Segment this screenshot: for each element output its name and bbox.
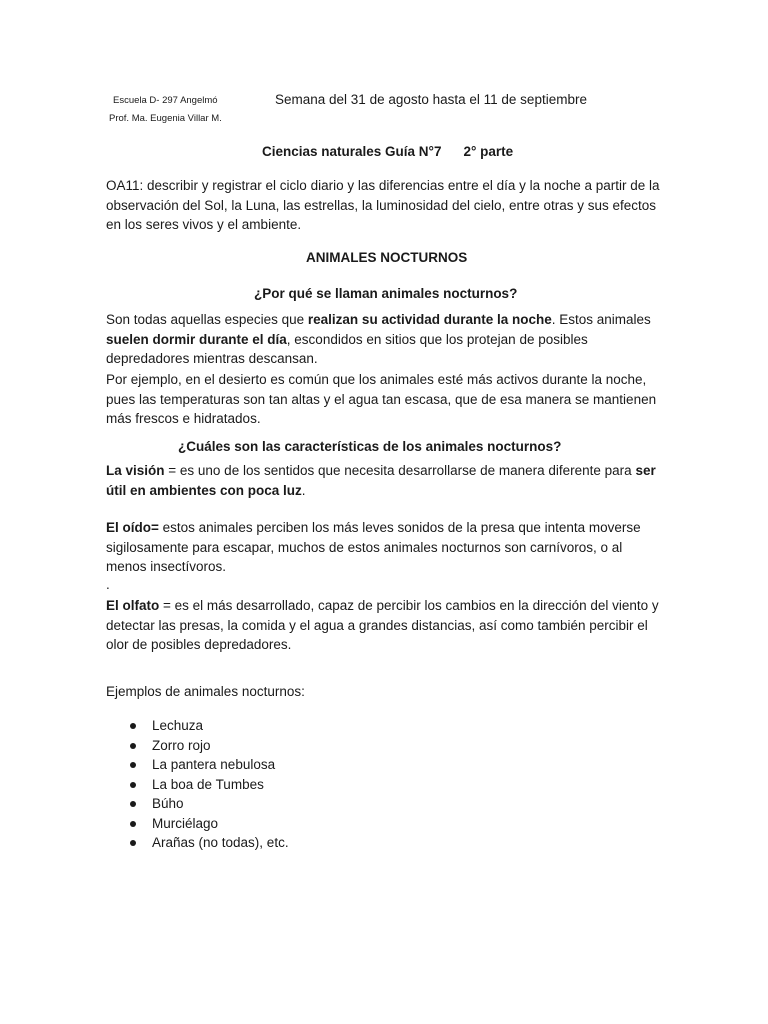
example-label: La pantera nebulosa [152,757,276,772]
bullet-icon [130,723,136,729]
examples-list [130,716,289,853]
trait-smell [106,596,666,655]
list-item [130,716,289,736]
bullet-icon [130,743,136,749]
list-item [130,755,289,775]
list-item [130,775,289,795]
trait-smell-text: = es el más desarrollado, capaz de percibir los cambios en la dirección del viento y detectar las presas, la comida y el agua a grandes distancias, así como también percibir el olor de posibles depredadores. [106,598,659,652]
guide-title-text: Ciencias naturales Guía N°7 [262,144,442,159]
trait-hearing [106,518,666,577]
stray-dot: . [106,577,110,592]
example-label: La boa de Tumbes [152,776,264,792]
examples-title: Ejemplos de animales nocturnos: [106,684,305,699]
example-label: Búho [152,796,184,811]
week-range: Semana del 31 de agosto hasta el 11 de septiembre [275,92,587,107]
trait-vision [106,461,666,500]
guide-title [262,144,513,159]
definition-bold-1: realizan su actividad durante la noche [307,312,552,327]
list-item [130,736,289,756]
section-title: ANIMALES NOCTURNOS [306,250,468,265]
bullet-icon [130,821,136,827]
trait-hearing-label: El oído= [106,520,159,535]
school-name: Escuela D- 297 Angelmó [113,95,218,106]
paragraph-definition [106,310,666,369]
trait-hearing-text: estos animales perciben los más leves sonidos de la presa que intenta moverse sigilosamente para escapar, muchos de estos animales nocturnos son carnívoros, o al menos insectívoros. [106,520,641,574]
definition-bold-2: suelen dormir durante el día [106,331,287,347]
teacher-name: Prof. Ma. Eugenia Villar M. [109,113,222,124]
trait-smell-label: El olfato [106,598,160,613]
bullet-icon [130,762,136,768]
question-characteristics: ¿Cuáles son las características de los animales nocturnos? [178,439,562,454]
bullet-icon [130,840,136,846]
definition-text-1: Son todas aquellas especies que [106,312,308,327]
guide-part: 2° parte [463,144,514,159]
list-item [130,833,289,853]
example-label: Lechuza [152,718,204,733]
trait-vision-label: La visión [106,463,165,478]
question-why-nocturnal: ¿Por qué se llaman animales nocturnos? [254,286,518,301]
list-item [130,814,289,834]
definition-text-2: . Estos animales [551,312,651,327]
learning-objective: OA11: describir y registrar el ciclo diario y las diferencias entre el día y la noche a partir de la observación del Sol, la Luna, las estrellas, la luminosidad del cielo, entre otras y sus efectos en los seres vivos y el ambiente. [106,178,660,232]
trait-vision-text: = es uno de los sentidos que necesita desarrollarse de manera diferente para [164,463,636,478]
example-label: Murciélago [152,815,219,831]
trait-vision-end: . [301,482,306,498]
list-item [130,794,289,814]
bullet-icon [130,782,136,788]
example-label: Arañas (no todas), etc. [152,835,289,850]
trait-vision-bold: ser útil en ambientes con poca luz [106,463,656,498]
example-label: Zorro rojo [152,737,211,753]
bullet-icon [130,801,136,807]
paragraph-example: Por ejemplo, en el desierto es común que los animales esté más activos durante la noche, pues las temperaturas son tan altas y el agua tan escasa, que de esa manera se mantienen más frescos e hidratados. [106,372,657,426]
definition-text-3: , escondidos en sitios que los protejan de posibles depredadores mientras descansan. [106,331,588,366]
